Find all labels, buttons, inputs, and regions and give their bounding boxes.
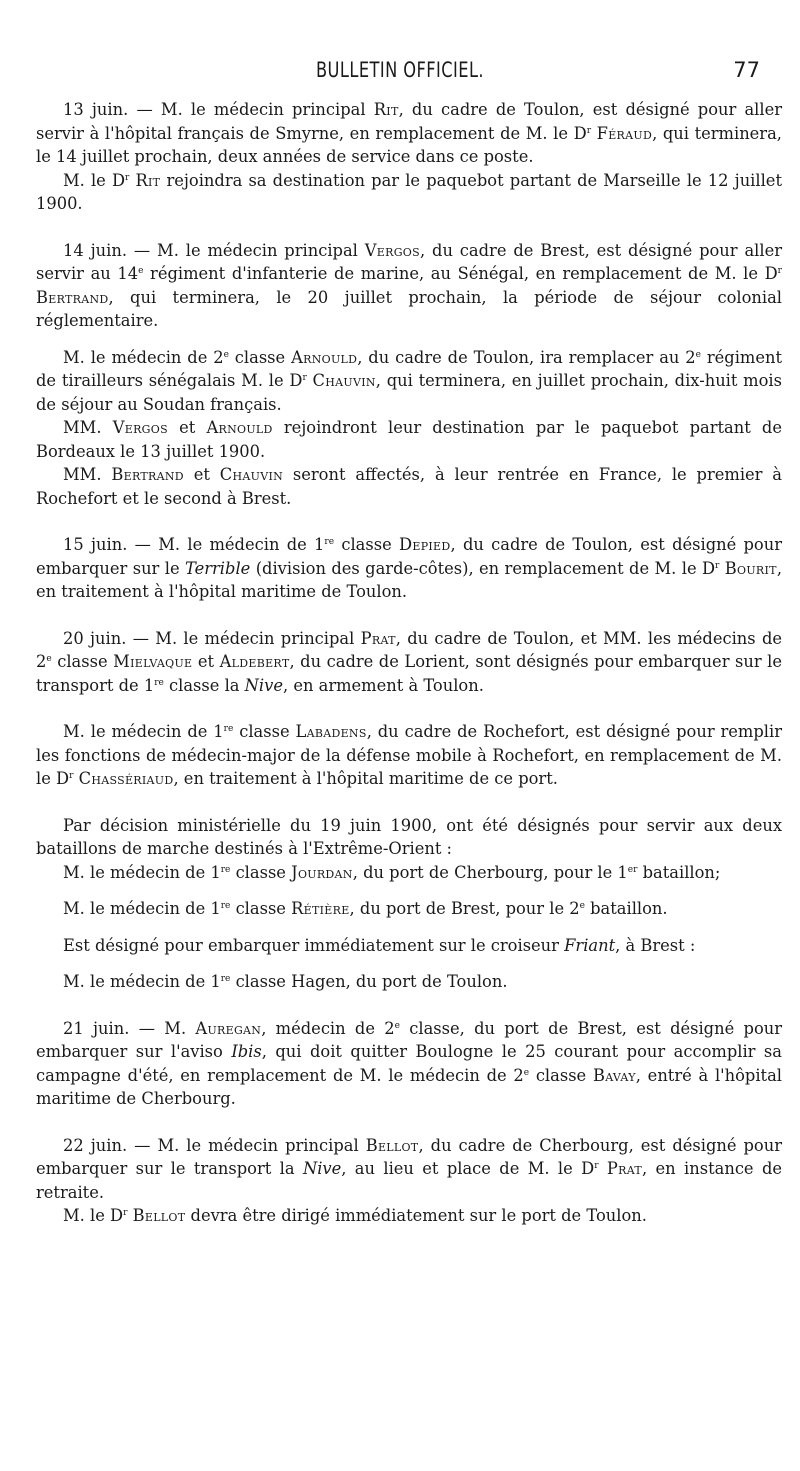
paragraph-20-juin: 20 juin. — M. le médecin principal Prat, du cadre de Toulon, et MM. les médecins de 2e classe Mielvaque et Aldebert, du cadre de Lorient, sont désignés pour embarquer sur le transport de 1re classe la Nive, en armement à Toulon. xyxy=(36,628,783,695)
paragraph-13-juin: 13 juin. — M. le médecin principal Rit, du cadre de Toulon, est désigné pour aller servir à l'hôpital français de Smyrne, en remplacement de M. le $D^r$ Féraud, qui terminera, le 14 juillet prochain, deux années de service dans ce poste. xyxy=(36,100,782,166)
paragraph-friant: Est désigné pour embarquer immédiatement sur le croiseur Friant, à Brest : xyxy=(63,935,696,955)
paragraph-bellot-toulon: M. le $D^r$ Bellot devra être dirigé immédiatement sur le port de Toulon. xyxy=(63,1206,647,1225)
running-header xyxy=(40,58,760,88)
paragraph-21-juin: 21 juin. — M. Auregan, médecin de 2e classe, du port de Brest, est désigné pour embarquer sur l'aviso Ibis, qui doit quitter Boulogne le 25 courant pour accomplir sa campagne d'été, en remplacement de M. le médecin de 2e classe Bavay, entré à l'hôpital maritime de Cherbourg. xyxy=(36,1018,783,1108)
paragraph-labadens: M. le médecin de 1re classe Labadens, du cadre de Rochefort, est désigné pour remplir les fonctions de médecin-major de la défense mobile à Rochefort, en remplacement de M. le $D^r$ Chassériaud, en traitement à l'hôpital maritime de ce port. xyxy=(36,722,782,788)
paragraph-vergos-arnould: MM. Vergos et Arnould rejoindront leur destination par le paquebot partant de Bordeaux le 13 juillet 1900. xyxy=(36,418,782,461)
paragraph-rit-destination: M. le $D^r$ Rit rejoindra sa destination par le paquebot partant de Marseille le 12 juillet 1900. xyxy=(36,170,782,213)
header-title: BULLETIN OFFICIEL. xyxy=(315,58,485,82)
paragraph-jourdan: M. le médecin de 1re classe Jourdan, du port de Cherbourg, pour le 1er bataillon; xyxy=(63,862,721,882)
paragraph-arnould: M. le médecin de 2e classe Arnould, du cadre de Toulon, ira remplacer au 2e régiment de tirailleurs sénégalais M. le $D^r$ Chauvin, qui terminera, en juillet prochain, dix-huit mois de séjour au Soudan français. xyxy=(36,347,783,414)
paragraph-bertrand-chauvin: MM. Bertrand et Chauvin seront affectés, à leur rentrée en France, le premier à Rochefort et le second à Brest. xyxy=(36,465,782,508)
page-number: 77 xyxy=(733,58,760,82)
paragraph-decision-ministerielle: Par décision ministérielle du 19 juin 1900, ont été désignés pour servir aux deux bataillons de marche destinés à l'Extrême-Orient : xyxy=(36,815,782,858)
paragraph-14-juin: 14 juin. — M. le médecin principal Vergos, du cadre de Brest, est désigné pour aller servir au 14e régiment d'infanterie de marine, au Sénégal, en remplacement de M. le $D^r$ Bertrand, qui terminera, le 20 juillet prochain, la période de séjour colonial réglementaire. xyxy=(36,240,782,330)
paragraph-22-juin: 22 juin. — M. le médecin principal Bellot, du cadre de Cherbourg, est désigné pour embarquer sur le transport la Nive, au lieu et place de M. le $D^r$ Prat, en instance de retraite. xyxy=(36,1135,782,1202)
paragraph-retiere: M. le médecin de 1re classe Rétière, du port de Brest, pour le 2e bataillon. xyxy=(63,899,668,918)
paragraph-15-juin: 15 juin. — M. le médecin de 1re classe Depied, du cadre de Toulon, est désigné pour embarquer sur le Terrible (division des garde-côtes), en remplacement de M. le $D^r$ Bourit, en traitement à l'hôpital maritime de Toulon. xyxy=(36,535,783,601)
body-text xyxy=(36,98,782,1228)
paragraph-hagen: M. le médecin de 1re classe Hagen, du port de Toulon. xyxy=(63,972,508,991)
